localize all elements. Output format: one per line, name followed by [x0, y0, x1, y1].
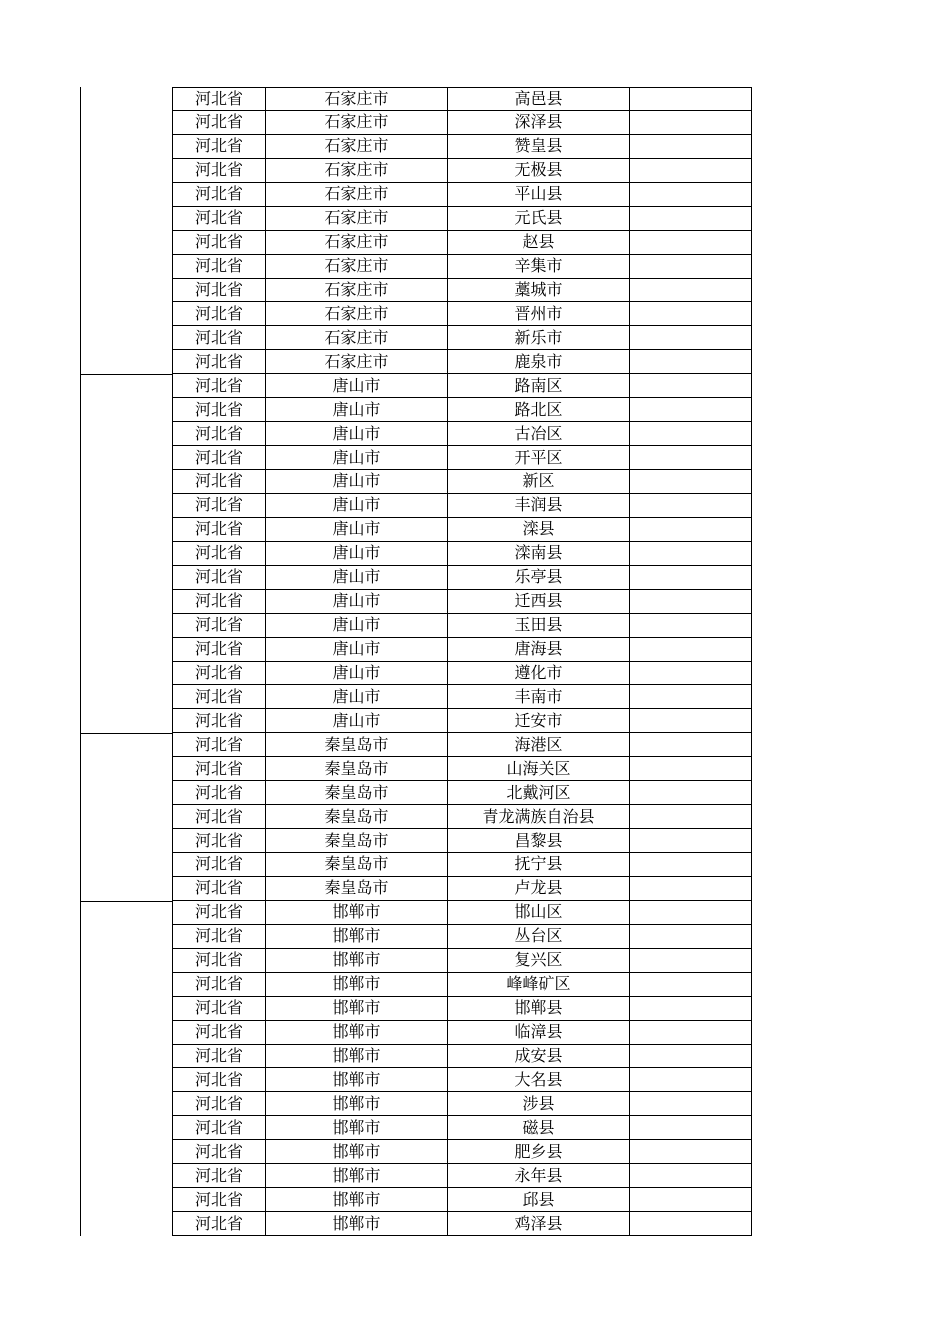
empty-cell[interactable] — [630, 542, 752, 566]
county-cell[interactable]: 丛台区 — [448, 925, 630, 949]
empty-cell[interactable] — [630, 805, 752, 829]
empty-cell[interactable] — [630, 207, 752, 231]
empty-cell[interactable] — [630, 494, 752, 518]
province-cell[interactable]: 河北省 — [172, 446, 266, 470]
group-column-cell — [80, 1116, 172, 1140]
empty-cell[interactable] — [630, 398, 752, 422]
county-cell[interactable]: 峰峰矿区 — [448, 973, 630, 997]
empty-cell[interactable] — [630, 877, 752, 901]
group-column-cell — [80, 973, 172, 997]
group-column-cell — [80, 374, 172, 398]
empty-cell[interactable] — [630, 1164, 752, 1188]
province-cell[interactable]: 河北省 — [172, 949, 266, 973]
empty-cell[interactable] — [630, 111, 752, 135]
province-cell[interactable]: 河北省 — [172, 302, 266, 326]
empty-cell[interactable] — [630, 757, 752, 781]
city-cell[interactable]: 秦皇岛市 — [266, 757, 448, 781]
county-cell[interactable]: 卢龙县 — [448, 877, 630, 901]
group-column-cell — [80, 326, 172, 350]
province-cell[interactable]: 河北省 — [172, 877, 266, 901]
city-cell[interactable]: 唐山市 — [266, 518, 448, 542]
empty-cell[interactable] — [630, 614, 752, 638]
province-cell[interactable]: 河北省 — [172, 1116, 266, 1140]
group-column-cell — [80, 302, 172, 326]
province-cell[interactable]: 河北省 — [172, 87, 266, 111]
county-cell[interactable]: 永年县 — [448, 1164, 630, 1188]
group-column-cell — [80, 901, 172, 925]
province-cell[interactable]: 河北省 — [172, 1068, 266, 1092]
city-cell[interactable]: 秦皇岛市 — [266, 853, 448, 877]
city-cell[interactable]: 唐山市 — [266, 614, 448, 638]
table-row — [80, 231, 752, 255]
table-row — [80, 446, 752, 470]
group-column-cell — [80, 1045, 172, 1069]
table-row — [80, 685, 752, 709]
county-cell[interactable]: 古冶区 — [448, 422, 630, 446]
table-row — [80, 1140, 752, 1164]
province-cell[interactable]: 河北省 — [172, 973, 266, 997]
table-row — [80, 757, 752, 781]
group-column-cell — [80, 685, 172, 709]
table-row — [80, 518, 752, 542]
city-cell[interactable]: 秦皇岛市 — [266, 829, 448, 853]
county-cell[interactable]: 临漳县 — [448, 1021, 630, 1045]
empty-cell[interactable] — [630, 662, 752, 686]
empty-cell[interactable] — [630, 709, 752, 733]
county-cell[interactable]: 复兴区 — [448, 949, 630, 973]
empty-cell[interactable] — [630, 279, 752, 303]
group-column-cell — [80, 1188, 172, 1212]
group-column-cell — [80, 949, 172, 973]
empty-cell[interactable] — [630, 829, 752, 853]
county-cell[interactable]: 青龙满族自治县 — [448, 805, 630, 829]
empty-cell[interactable] — [630, 733, 752, 757]
province-cell[interactable]: 河北省 — [172, 326, 266, 350]
county-cell[interactable]: 山海关区 — [448, 757, 630, 781]
table-row — [80, 326, 752, 350]
province-cell[interactable]: 河北省 — [172, 1212, 266, 1236]
group-column-cell — [80, 590, 172, 614]
table-row — [80, 135, 752, 159]
group-column-cell — [80, 638, 172, 662]
province-cell[interactable]: 河北省 — [172, 542, 266, 566]
city-cell[interactable]: 邯郸市 — [266, 925, 448, 949]
table-row — [80, 1045, 752, 1069]
empty-cell[interactable] — [630, 470, 752, 494]
province-cell[interactable]: 河北省 — [172, 1045, 266, 1069]
city-cell[interactable]: 石家庄市 — [266, 183, 448, 207]
group-column-cell — [80, 709, 172, 733]
province-cell[interactable]: 河北省 — [172, 1021, 266, 1045]
city-cell[interactable]: 邯郸市 — [266, 1092, 448, 1116]
province-cell[interactable]: 河北省 — [172, 829, 266, 853]
table-row — [80, 614, 752, 638]
city-cell[interactable]: 唐山市 — [266, 638, 448, 662]
county-cell[interactable]: 元氏县 — [448, 207, 630, 231]
empty-cell[interactable] — [630, 1045, 752, 1069]
city-cell[interactable]: 邯郸市 — [266, 1021, 448, 1045]
table-row — [80, 997, 752, 1021]
group-column-cell — [80, 183, 172, 207]
county-cell[interactable]: 涉县 — [448, 1092, 630, 1116]
county-cell[interactable]: 唐海县 — [448, 638, 630, 662]
empty-cell[interactable] — [630, 159, 752, 183]
table-row — [80, 470, 752, 494]
empty-cell[interactable] — [630, 1116, 752, 1140]
group-column-cell — [80, 733, 172, 757]
province-cell[interactable]: 河北省 — [172, 590, 266, 614]
city-cell[interactable]: 秦皇岛市 — [266, 733, 448, 757]
group-column-cell — [80, 542, 172, 566]
county-cell[interactable]: 邱县 — [448, 1188, 630, 1212]
group-column-cell — [80, 231, 172, 255]
group-column-cell — [80, 159, 172, 183]
table-row — [80, 709, 752, 733]
table-row — [80, 1092, 752, 1116]
province-cell[interactable]: 河北省 — [172, 614, 266, 638]
empty-cell[interactable] — [630, 566, 752, 590]
county-cell[interactable]: 邯郸县 — [448, 997, 630, 1021]
table-row — [80, 494, 752, 518]
province-cell[interactable]: 河北省 — [172, 207, 266, 231]
county-cell[interactable]: 高邑县 — [448, 87, 630, 111]
group-column-cell — [80, 1068, 172, 1092]
city-cell[interactable]: 邯郸市 — [266, 1212, 448, 1236]
county-cell[interactable]: 鹿泉市 — [448, 350, 630, 374]
group-column-cell — [80, 422, 172, 446]
group-column-cell — [80, 853, 172, 877]
city-cell[interactable]: 邯郸市 — [266, 1188, 448, 1212]
table-row — [80, 1116, 752, 1140]
city-cell[interactable]: 唐山市 — [266, 709, 448, 733]
table-row — [80, 566, 752, 590]
empty-cell[interactable] — [630, 901, 752, 925]
province-cell[interactable]: 河北省 — [172, 733, 266, 757]
group-column-cell — [80, 446, 172, 470]
city-cell[interactable]: 秦皇岛市 — [266, 877, 448, 901]
city-cell[interactable]: 石家庄市 — [266, 207, 448, 231]
county-cell[interactable]: 赞皇县 — [448, 135, 630, 159]
city-cell[interactable]: 邯郸市 — [266, 949, 448, 973]
empty-cell[interactable] — [630, 446, 752, 470]
table-row — [80, 374, 752, 398]
city-cell[interactable]: 石家庄市 — [266, 302, 448, 326]
city-cell[interactable]: 邯郸市 — [266, 973, 448, 997]
group-column-cell — [80, 207, 172, 231]
city-cell[interactable]: 邯郸市 — [266, 901, 448, 925]
city-cell[interactable]: 邯郸市 — [266, 1116, 448, 1140]
county-cell[interactable]: 迁西县 — [448, 590, 630, 614]
empty-cell[interactable] — [630, 1021, 752, 1045]
table-row — [80, 302, 752, 326]
table-row — [80, 925, 752, 949]
table-row — [80, 398, 752, 422]
group-column-cell — [80, 1164, 172, 1188]
county-cell[interactable]: 赵县 — [448, 231, 630, 255]
empty-cell[interactable] — [630, 1188, 752, 1212]
city-cell[interactable]: 唐山市 — [266, 542, 448, 566]
county-cell[interactable]: 大名县 — [448, 1068, 630, 1092]
group-column-cell — [80, 1021, 172, 1045]
province-cell[interactable]: 河北省 — [172, 853, 266, 877]
table-row — [80, 350, 752, 374]
table-row — [80, 1212, 752, 1236]
city-cell[interactable]: 石家庄市 — [266, 159, 448, 183]
province-cell[interactable]: 河北省 — [172, 925, 266, 949]
county-cell[interactable]: 晋州市 — [448, 302, 630, 326]
table-row — [80, 662, 752, 686]
group-column-cell — [80, 1212, 172, 1236]
table-row — [80, 1068, 752, 1092]
province-cell[interactable]: 河北省 — [172, 662, 266, 686]
county-cell[interactable]: 邯山区 — [448, 901, 630, 925]
table-row — [80, 973, 752, 997]
empty-cell[interactable] — [630, 326, 752, 350]
province-cell[interactable]: 河北省 — [172, 159, 266, 183]
city-cell[interactable]: 唐山市 — [266, 494, 448, 518]
province-cell[interactable]: 河北省 — [172, 1092, 266, 1116]
province-cell[interactable]: 河北省 — [172, 183, 266, 207]
group-column-cell — [80, 518, 172, 542]
group-column-cell — [80, 470, 172, 494]
group-column-cell — [80, 781, 172, 805]
table-row — [80, 733, 752, 757]
city-cell[interactable]: 邯郸市 — [266, 1068, 448, 1092]
empty-cell[interactable] — [630, 997, 752, 1021]
empty-cell[interactable] — [630, 1212, 752, 1236]
county-cell[interactable]: 迁安市 — [448, 709, 630, 733]
city-cell[interactable]: 石家庄市 — [266, 231, 448, 255]
county-cell[interactable]: 新区 — [448, 470, 630, 494]
group-column-cell — [80, 757, 172, 781]
county-cell[interactable]: 磁县 — [448, 1116, 630, 1140]
group-column-cell — [80, 805, 172, 829]
table-row — [80, 1021, 752, 1045]
table-row — [80, 781, 752, 805]
group-column-cell — [80, 398, 172, 422]
province-cell[interactable]: 河北省 — [172, 781, 266, 805]
province-cell[interactable]: 河北省 — [172, 398, 266, 422]
empty-cell[interactable] — [630, 374, 752, 398]
county-cell[interactable]: 丰南市 — [448, 685, 630, 709]
table-row — [80, 1188, 752, 1212]
empty-cell[interactable] — [630, 135, 752, 159]
province-cell[interactable]: 河北省 — [172, 997, 266, 1021]
province-cell[interactable]: 河北省 — [172, 757, 266, 781]
province-cell[interactable]: 河北省 — [172, 1140, 266, 1164]
group-column-cell — [80, 279, 172, 303]
empty-cell[interactable] — [630, 973, 752, 997]
table-row — [80, 853, 752, 877]
city-cell[interactable]: 唐山市 — [266, 446, 448, 470]
province-cell[interactable]: 河北省 — [172, 901, 266, 925]
county-cell[interactable]: 乐亭县 — [448, 566, 630, 590]
city-cell[interactable]: 石家庄市 — [266, 279, 448, 303]
county-cell[interactable]: 路北区 — [448, 398, 630, 422]
empty-cell[interactable] — [630, 590, 752, 614]
group-column-cell — [80, 566, 172, 590]
county-cell[interactable]: 藁城市 — [448, 279, 630, 303]
group-column-cell — [80, 87, 172, 111]
empty-cell[interactable] — [630, 853, 752, 877]
province-cell[interactable]: 河北省 — [172, 135, 266, 159]
county-cell[interactable]: 海港区 — [448, 733, 630, 757]
county-cell[interactable]: 玉田县 — [448, 614, 630, 638]
group-column-cell — [80, 829, 172, 853]
empty-cell[interactable] — [630, 350, 752, 374]
county-cell[interactable]: 肥乡县 — [448, 1140, 630, 1164]
province-cell[interactable]: 河北省 — [172, 422, 266, 446]
empty-cell[interactable] — [630, 518, 752, 542]
table-row — [80, 422, 752, 446]
city-cell[interactable]: 邯郸市 — [266, 1045, 448, 1069]
group-column-cell — [80, 494, 172, 518]
city-cell[interactable]: 石家庄市 — [266, 111, 448, 135]
province-cell[interactable]: 河北省 — [172, 255, 266, 279]
province-cell[interactable]: 河北省 — [172, 518, 266, 542]
empty-cell[interactable] — [630, 422, 752, 446]
table-row — [80, 159, 752, 183]
city-cell[interactable]: 石家庄市 — [266, 255, 448, 279]
city-cell[interactable]: 秦皇岛市 — [266, 781, 448, 805]
group-column-cell — [80, 925, 172, 949]
empty-cell[interactable] — [630, 1092, 752, 1116]
city-cell[interactable]: 邯郸市 — [266, 997, 448, 1021]
county-cell[interactable]: 昌黎县 — [448, 829, 630, 853]
table-row — [80, 590, 752, 614]
group-column-cell — [80, 997, 172, 1021]
province-cell[interactable]: 河北省 — [172, 279, 266, 303]
city-cell[interactable]: 唐山市 — [266, 566, 448, 590]
city-cell[interactable]: 唐山市 — [266, 470, 448, 494]
empty-cell[interactable] — [630, 638, 752, 662]
group-column-cell — [80, 1140, 172, 1164]
table-row — [80, 1164, 752, 1188]
group-column-cell — [80, 614, 172, 638]
county-cell[interactable]: 鸡泽县 — [448, 1212, 630, 1236]
city-cell[interactable]: 唐山市 — [266, 685, 448, 709]
table-row — [80, 255, 752, 279]
empty-cell[interactable] — [630, 302, 752, 326]
province-cell[interactable]: 河北省 — [172, 494, 266, 518]
spreadsheet-table — [80, 87, 752, 1236]
province-cell[interactable]: 河北省 — [172, 709, 266, 733]
city-cell[interactable]: 唐山市 — [266, 374, 448, 398]
county-cell[interactable]: 滦南县 — [448, 542, 630, 566]
table-row — [80, 207, 752, 231]
empty-cell[interactable] — [630, 925, 752, 949]
empty-cell[interactable] — [630, 781, 752, 805]
table-row — [80, 183, 752, 207]
province-cell[interactable]: 河北省 — [172, 231, 266, 255]
county-cell[interactable]: 平山县 — [448, 183, 630, 207]
city-cell[interactable]: 秦皇岛市 — [266, 805, 448, 829]
group-column-cell — [80, 1092, 172, 1116]
city-cell[interactable]: 唐山市 — [266, 590, 448, 614]
province-cell[interactable]: 河北省 — [172, 685, 266, 709]
county-cell[interactable]: 开平区 — [448, 446, 630, 470]
county-cell[interactable]: 北戴河区 — [448, 781, 630, 805]
empty-cell[interactable] — [630, 1140, 752, 1164]
city-cell[interactable]: 邯郸市 — [266, 1164, 448, 1188]
table-row — [80, 279, 752, 303]
empty-cell[interactable] — [630, 183, 752, 207]
province-cell[interactable]: 河北省 — [172, 1164, 266, 1188]
table-row — [80, 111, 752, 135]
table-row — [80, 638, 752, 662]
county-cell[interactable]: 滦县 — [448, 518, 630, 542]
group-column-cell — [80, 255, 172, 279]
table-row — [80, 829, 752, 853]
table-row — [80, 87, 752, 111]
city-cell[interactable]: 唐山市 — [266, 662, 448, 686]
city-cell[interactable]: 石家庄市 — [266, 326, 448, 350]
group-column-cell — [80, 877, 172, 901]
table-row — [80, 542, 752, 566]
county-cell[interactable]: 遵化市 — [448, 662, 630, 686]
empty-cell[interactable] — [630, 1068, 752, 1092]
province-cell[interactable]: 河北省 — [172, 111, 266, 135]
county-cell[interactable]: 深泽县 — [448, 111, 630, 135]
group-column-cell — [80, 111, 172, 135]
province-cell[interactable]: 河北省 — [172, 805, 266, 829]
table-row — [80, 949, 752, 973]
county-cell[interactable]: 新乐市 — [448, 326, 630, 350]
empty-cell[interactable] — [630, 255, 752, 279]
group-column-cell — [80, 662, 172, 686]
county-cell[interactable]: 辛集市 — [448, 255, 630, 279]
province-cell[interactable]: 河北省 — [172, 1188, 266, 1212]
empty-cell[interactable] — [630, 87, 752, 111]
empty-cell[interactable] — [630, 949, 752, 973]
group-column-cell — [80, 135, 172, 159]
province-cell[interactable]: 河北省 — [172, 638, 266, 662]
province-cell[interactable]: 河北省 — [172, 350, 266, 374]
province-cell[interactable]: 河北省 — [172, 566, 266, 590]
city-cell[interactable]: 石家庄市 — [266, 350, 448, 374]
city-cell[interactable]: 石家庄市 — [266, 135, 448, 159]
county-cell[interactable]: 无极县 — [448, 159, 630, 183]
city-cell[interactable]: 唐山市 — [266, 398, 448, 422]
city-cell[interactable]: 石家庄市 — [266, 87, 448, 111]
county-cell[interactable]: 成安县 — [448, 1045, 630, 1069]
county-cell[interactable]: 丰润县 — [448, 494, 630, 518]
province-cell[interactable]: 河北省 — [172, 374, 266, 398]
table-row — [80, 805, 752, 829]
county-cell[interactable]: 路南区 — [448, 374, 630, 398]
empty-cell[interactable] — [630, 685, 752, 709]
province-cell[interactable]: 河北省 — [172, 470, 266, 494]
table-row — [80, 877, 752, 901]
city-cell[interactable]: 唐山市 — [266, 422, 448, 446]
table-row — [80, 901, 752, 925]
empty-cell[interactable] — [630, 231, 752, 255]
county-cell[interactable]: 抚宁县 — [448, 853, 630, 877]
group-column-cell — [80, 350, 172, 374]
city-cell[interactable]: 邯郸市 — [266, 1140, 448, 1164]
